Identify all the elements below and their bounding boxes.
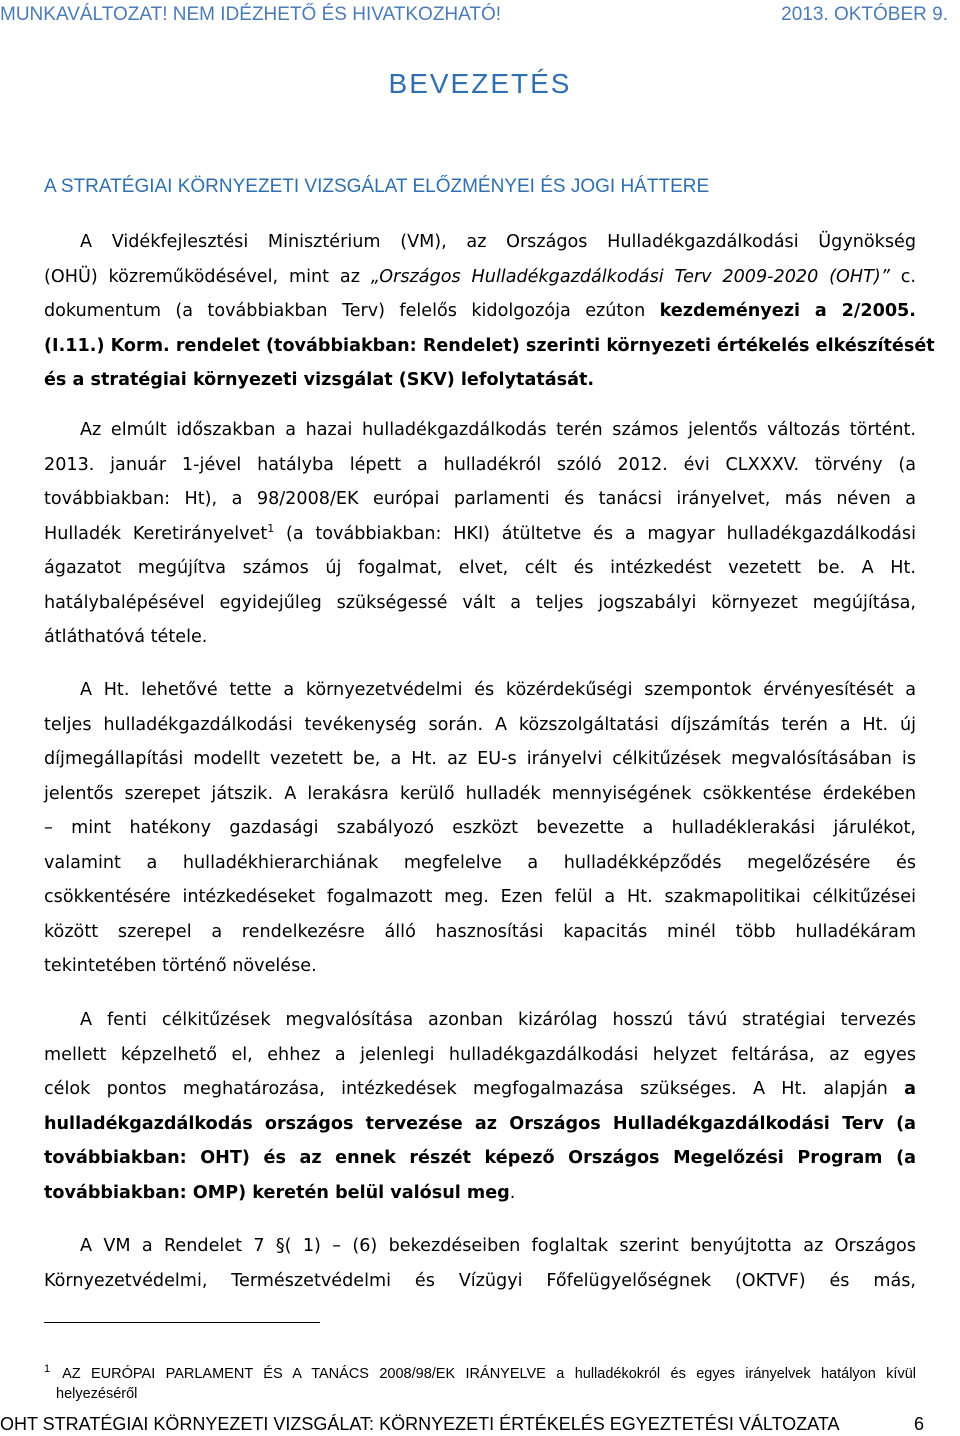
page-header [0, 4, 960, 32]
text-line: (OHÜ) közreműködésével, mint az „Országos Hulladékgazdálkodási Terv 2009-2020 (OHT)” c. [44, 266, 916, 287]
text-line: hulladékgazdálkodás országos tervezése az Országos Hulladékgazdálkodási Terv (a [44, 1113, 916, 1134]
text-line: továbbiakban: Ht), a 98/2008/EK európai parlamenti és tanácsi irányelvet, más néven a [44, 489, 916, 509]
text-line: teljes hulladékgazdálkodási tevékenység során. A közszolgáltatási díjszámítás terén a Ht. új [44, 714, 916, 735]
text-line: A VM a Rendelet 7 §( 1) – (6) bekezdéseiben foglaltak szerint benyújtotta az Országos [80, 1236, 916, 1256]
text-line: Hulladék Keretirányelvet$^1$ (a továbbiakban: HKI) átültetve és a magyar hulladékgazdálkodási [44, 521, 916, 544]
paragraph-5 [44, 1229, 916, 1298]
text-line: mellett képzelhető el, ehhez a jelenlegi hulladékgazdálkodási helyzet feltárása, az egyes [44, 1044, 916, 1065]
page-title: BEVEZETÉS [388, 68, 572, 99]
footnote-number: 1 [44, 1363, 51, 1376]
document-title-reference: „Országos Hulladékgazdálkodási Terv 2009-2020 (OHT)” [370, 266, 890, 287]
footnote-reference[interactable]: 1 [267, 521, 275, 535]
text-line: Az elmúlt időszakban a hazai hulladékgazdálkodás terén számos jelentős változás történt. [80, 420, 916, 440]
page-number: 6 [913, 1414, 924, 1434]
text-line: – mint hatékony gazdasági szabályozó eszközt bevezette a hulladéklerakási járulékot, [44, 818, 916, 838]
text-line: A Ht. lehetővé tette a környezetvédelmi és közérdekűségi szempontok érvényesítését a [80, 680, 916, 700]
footnote-separator [44, 1322, 320, 1323]
text-line: továbbiakban: OHT) és az ennek részét képező Országos Megelőzési Program (a [44, 1148, 916, 1168]
text-line: hatálybalépésével egyidejűleg szükségessé vált a teljes jogszabályi környezet megújítása, [44, 592, 916, 613]
paragraph-1 [44, 225, 935, 398]
text-line: és a stratégiai környezeti vizsgálat (SKV) lefolytatását. [44, 370, 595, 390]
text-line: között szerepel a rendelkezésre álló hasznosítási kapacitás minél több hulladékáram [44, 921, 916, 942]
footnote-text-cont: helyezéséről [56, 1386, 138, 1402]
header-date: 2013. OKTÓBER 9. [781, 4, 948, 25]
footnote [44, 1364, 916, 1404]
text-line: A fenti célkitűzések megvalósítása azonban kizárólag hosszú távú stratégiai tervezés [80, 1010, 916, 1030]
paragraph-3 [44, 673, 916, 984]
text-line: díjmegállapítási modellt vezetett be, a Ht. az EU-s irányelvi célkitűzések megvalósításában is [44, 749, 916, 769]
paragraph-2 [44, 413, 916, 655]
text-line: A Vidékfejlesztési Minisztérium (VM), az Országos Hulladékgazdálkodási Ügynökség [80, 232, 916, 252]
text-line: (I.11.) Korm. rendelet (továbbiakban: Rendelet) szerinti környezeti értékelés elkészítését [44, 335, 935, 356]
text-line: dokumentum (a továbbiakban Terv) felelős kidolgozója ezúton kezdeményezi a 2/2005. [44, 301, 916, 321]
text-line: továbbiakban: OMP) keretén belül valósul meg. [44, 1182, 516, 1203]
header-draft-notice: MUNKAVÁLTOZAT! NEM IDÉZHETŐ ÉS HIVATKOZHATÓ! [0, 4, 502, 25]
text-line: 2013. január 1-jével hatályba lépett a hulladékról szóló 2012. évi CLXXXV. törvény (a [44, 454, 916, 475]
text-line: valamint a hulladékhierarchiának megfelelve a hulladékképződés megelőzésére és [44, 852, 916, 873]
text-line: célok pontos meghatározása, intézkedések megfogalmazása szükséges. A Ht. alapján a [44, 1079, 916, 1099]
text-line: csökkentésére intézkedéseket fogalmazott meg. Ezen felül a Ht. szakmapolitikai célkitűzései [44, 887, 916, 907]
section-subheading: A STRATÉGIAI KÖRNYEZETI VIZSGÁLAT ELŐZMÉNYEI ÉS JOGI HÁTTERE [44, 176, 710, 197]
text-line: ágazatot megújítva számos új fogalmat, elvet, célt és intézkedést vezetett be. A Ht. [44, 558, 916, 578]
text-line: átláthatóvá tétele. [44, 627, 208, 647]
paragraph-4 [44, 1003, 916, 1210]
page-footer [0, 1414, 960, 1436]
text-line: Környezetvédelmi, Természetvédelmi és Vízügyi Főfelügyelőségnek (OKTVF) és más, [44, 1270, 916, 1291]
footnote-text: AZ EURÓPAI PARLAMENT ÉS A TANÁCS 2008/98/EK IRÁNYELVE a hulladékokról és egyes irányelvek hatályon kívül [62, 1366, 916, 1382]
text-line: tekintetében történő növelése. [44, 956, 317, 976]
footer-document-title: OHT STRATÉGIAI KÖRNYEZETI VIZSGÁLAT: KÖRNYEZETI ÉRTÉKELÉS EGYEZTETÉSI VÁLTOZATA [0, 1414, 840, 1434]
text-line: jelentős szerepet játszik. A lerakásra kerülő hulladék mennyiségének csökkentése érdekében [44, 783, 916, 804]
